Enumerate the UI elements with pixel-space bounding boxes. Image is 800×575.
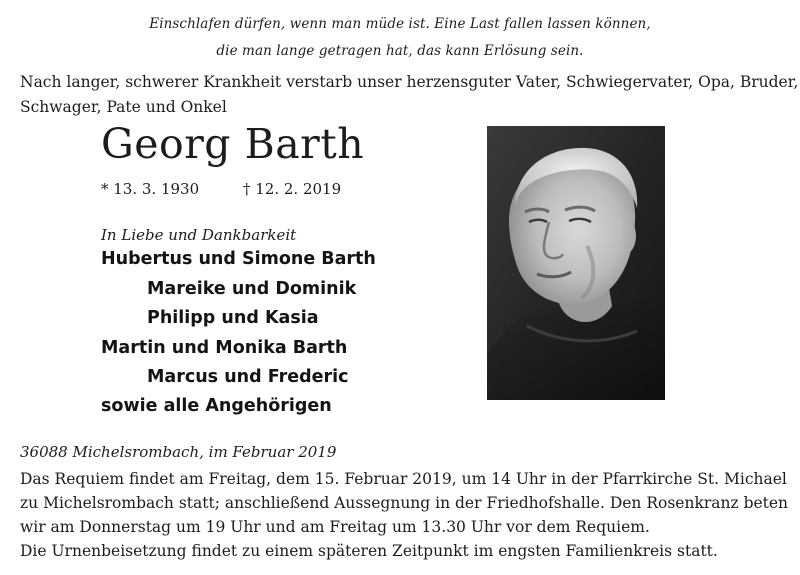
mourner-line: Marcus und Frederic (147, 367, 349, 387)
birth-date: * 13. 3. 1930 (101, 180, 200, 198)
service-line-4: Die Urnenbeisetzung findet zu einem späteren Zeitpunkt im engsten Familienkreis statt. (20, 542, 718, 560)
service-line-3: wir am Donnerstag um 19 Uhr und am Freitag um 13.30 Uhr vor dem Requiem. (20, 518, 650, 536)
mourner-line: Hubertus und Simone Barth (101, 249, 376, 269)
service-line-1: Das Requiem findet am Freitag, dem 15. Februar 2019, um 14 Uhr in der Pfarrkirche St. Michael (20, 470, 787, 488)
intro-line-1: Nach langer, schwerer Krankheit verstarb unser herzensguter Vater, Schwiegervater, Opa, Bruder, (20, 73, 799, 91)
mourner-line: Mareike und Dominik (147, 279, 357, 299)
mourners-intro: In Liebe und Dankbarkeit (101, 226, 297, 244)
location-date: 36088 Michelsrombach, im Februar 2019 (20, 443, 337, 461)
quote-line-1: Einschlafen dürfen, wenn man müde ist. Eine Last fallen lassen können, (149, 16, 651, 32)
mourner-line: sowie alle Angehörigen (101, 396, 332, 416)
intro-line-2: Schwager, Pate und Onkel (20, 98, 227, 116)
death-date: † 12. 2. 2019 (243, 180, 342, 198)
portrait-photo (487, 126, 665, 400)
mourner-line: Philipp und Kasia (147, 308, 319, 328)
mourner-line: Martin und Monika Barth (101, 338, 348, 358)
deceased-name: Georg Barth (101, 120, 365, 168)
quote-line-2: die man lange getragen hat, das kann Erlösung sein. (216, 43, 584, 59)
service-line-2: zu Michelsrombach statt; anschließend Aussegnung in der Friedhofshalle. Den Rosenkranz beten (20, 494, 789, 512)
